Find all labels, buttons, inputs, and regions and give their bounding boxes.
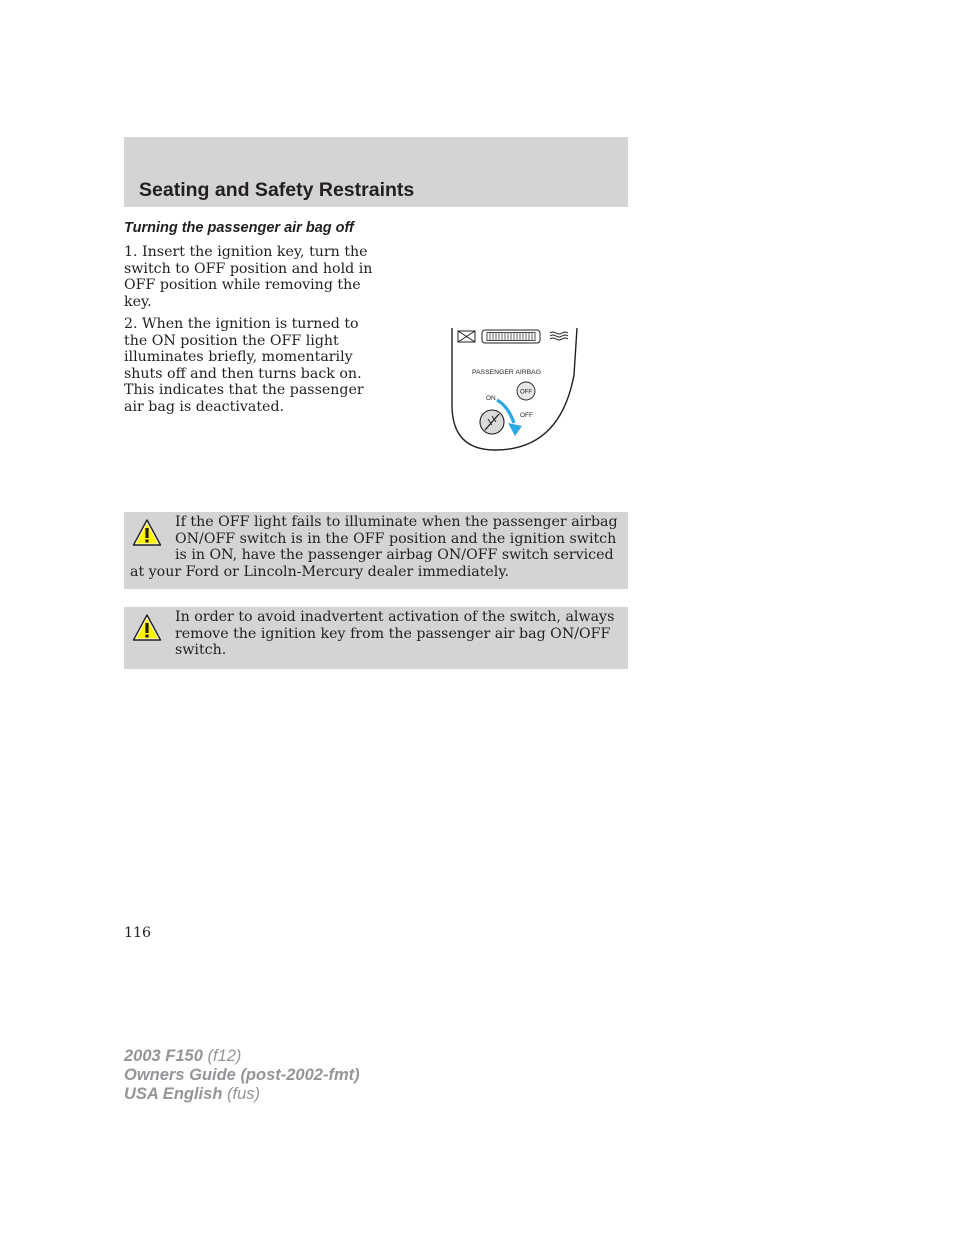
warning-text: In order to avoid inadvertent activation of the switch, always remove the ignition key from the passenger air bag ON/OFF switch. [175, 609, 615, 658]
off-label: OFF [520, 412, 533, 419]
step-2-text: 2. When the ignition is turned to the ON position the OFF light illuminates briefly, momentarily shuts off and then turns back on. This indicates that the passenger air bag is deactivated. [124, 316, 364, 415]
footer-language-code: (fus) [222, 1085, 260, 1103]
defrost-icon [550, 332, 568, 340]
warning-text: If the OFF light fails to illuminate when the passenger airbag ON/OFF switch is in the OFF position and the ignition switch is in ON, have the passenger airbag ON/OFF switch serviced at your Ford or Lincoln-Mercury dealer immediately. [130, 514, 618, 580]
document-footer [124, 1047, 360, 1104]
footer-line-2 [124, 1066, 360, 1085]
subheading: Turning the passenger air bag off [124, 220, 354, 236]
warning-triangle-icon [132, 518, 162, 548]
grille-icon [482, 330, 540, 343]
crossed-box-icon [458, 331, 475, 342]
footer-line-3 [124, 1085, 360, 1104]
footer-guide: Owners Guide (post-2002-fmt) [124, 1066, 360, 1084]
warning-box [124, 607, 628, 669]
key-cylinder-icon [480, 410, 504, 434]
footer-line-1 [124, 1047, 360, 1066]
footer-model: 2003 F150 [124, 1047, 203, 1065]
warning-triangle-icon [132, 613, 162, 643]
off-indicator-label: OFF [520, 389, 532, 396]
off-indicator-light [517, 382, 535, 400]
footer-language: USA English [124, 1085, 223, 1103]
section-title: Seating and Safety Restraints [139, 179, 415, 201]
passenger-airbag-switch-figure [440, 320, 585, 460]
page-number: 116 [124, 925, 152, 941]
section-header [124, 137, 628, 207]
footer-model-code: (f12) [202, 1047, 242, 1065]
on-label: ON [486, 395, 496, 402]
airbag-switch-illustration [440, 320, 585, 460]
panel-label: PASSENGER AIRBAG [472, 369, 541, 376]
step-1-text: 1. Insert the ignition key, turn the switch to OFF position and hold in OFF position while removing the key. [124, 244, 373, 310]
warning-box [124, 512, 628, 589]
